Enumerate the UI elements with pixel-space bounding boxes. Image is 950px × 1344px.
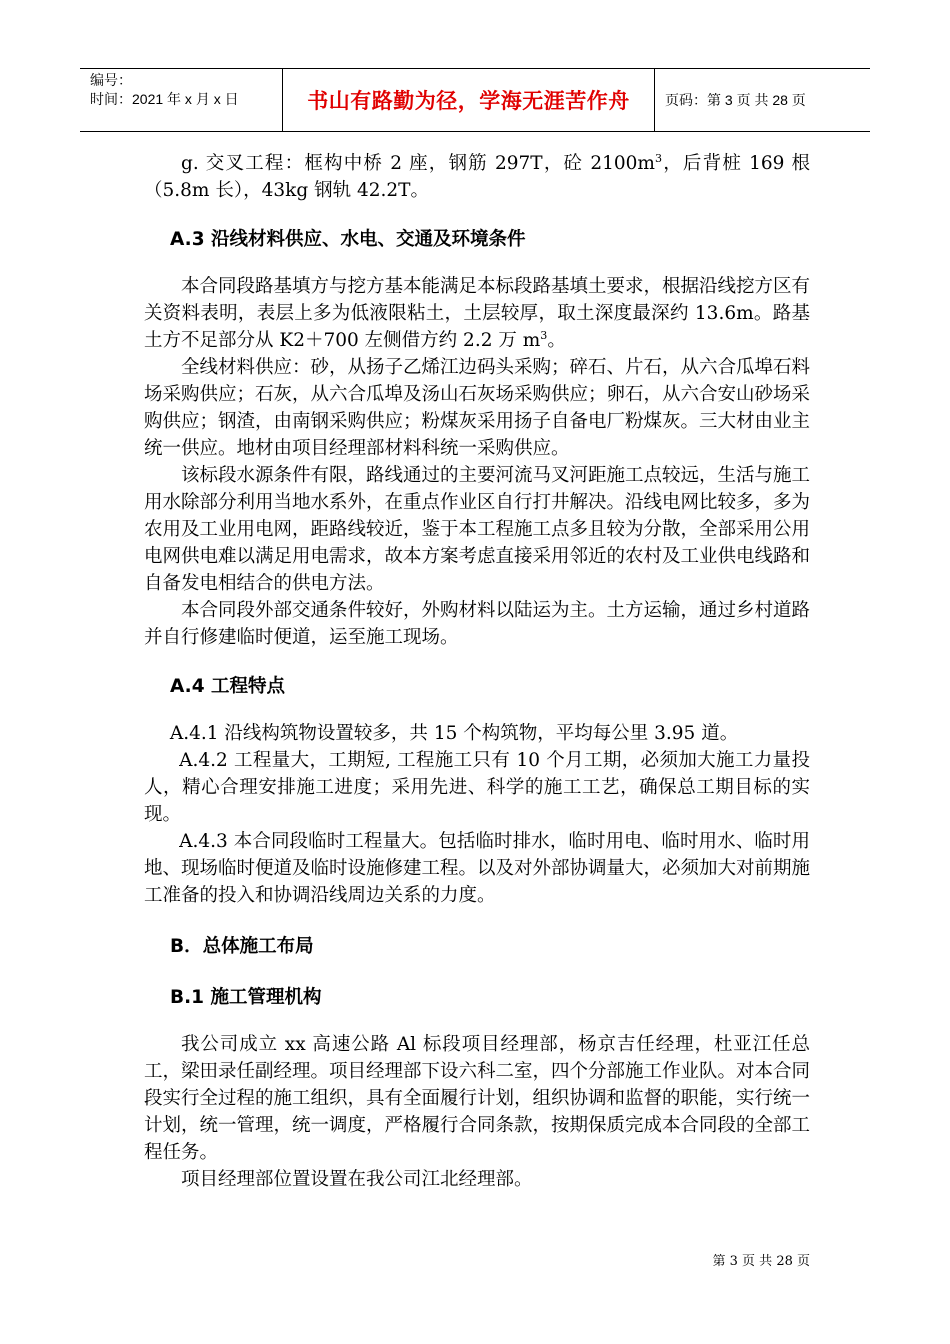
heading-a4: A.4 工程特点 xyxy=(170,676,286,697)
paragraph-a4-2: A.4.2 工程量大，工期短, 工程施工只有 10 个月工期，必须加大施工力量投人，精心合理安排施工进度；采用先进、科学的施工工艺，确保总工期目标的实现。 xyxy=(144,750,810,825)
header-page-info: 页码：第 3 页 共 28 页 xyxy=(665,92,806,108)
document-number-label: 编号： xyxy=(90,72,132,88)
document-body xyxy=(144,150,810,1193)
paragraph-a4-1: A.4.1 沿线构筑物设置较多，共 15 个构筑物，平均每公里 3.95 道。 xyxy=(169,723,739,744)
heading-b1: B.1 施工管理机构 xyxy=(170,987,322,1008)
paragraph-a3-transport: 本合同段外部交通条件较好，外购材料以陆运为主。土方运输，通过乡村道路并自行修建临时便道，运至施工现场。 xyxy=(144,600,811,648)
paragraph-a3-earthwork: 本合同段路基填方与挖方基本能满足本标段路基填土要求，根据沿线挖方区有关资料表明，表层上多为低液限粘土，土层较厚，取土深度最深约 13.6m。路基土方不足部分从 K2＋700 左侧借方约 2.2 万 $m^3$。 xyxy=(144,276,811,351)
header-motto: 书山有路勤为径，学海无涯苦作舟 xyxy=(283,69,655,131)
heading-b: B．总体施工布局 xyxy=(170,936,314,957)
header-meta xyxy=(80,69,283,131)
heading-a3: A.3 沿线材料供应、水电、交通及环境条件 xyxy=(170,229,526,250)
paragraph-a3-water-power: 该标段水源条件有限，路线通过的主要河流马叉河距施工点较远，生活与施工用水除部分利用当地水系外，在重点作业区自行打井解决。沿线电网比较多，多为农用及工业用电网，距路线较近，鉴于本工程施工点多且较为分散，全部采用公用电网供电难以满足用电需求，故本方案考虑直接采用邻近的农村及工业供电线路和自备发电相结合的供电方法。 xyxy=(144,465,811,594)
paragraph-crossing-works: g. 交叉工程：框构中桥 2 座，钢筋 297T，砼 $2100m^3$，后背桩 169 根（5.8m 长），43kg 钢轨 42.2T。 xyxy=(144,151,810,201)
paragraph-b1-location: 项目经理部位置设置在我公司江北经理部。 xyxy=(181,1169,533,1190)
page-header xyxy=(80,68,870,132)
paragraph-a4-3: A.4.3 本合同段临时工程量大。包括临时排水，临时用电、临时用水、临时用地、现场临时便道及临时设施修建工程。以及对外部协调量大，必须加大对前期施工准备的投入和协调沿线周边关系的力度。 xyxy=(144,831,811,906)
paragraph-a3-materials: 全线材料供应：砂，从扬子乙烯江边码头采购；碎石、片石，从六合瓜埠石料场采购供应；石灰，从六合瓜埠及汤山石灰场采购供应；卵石，从六合安山砂场采购供应；钢渣，由南钢采购供应；粉煤灰采用扬子自备电厂粉煤灰。三大材由业主统一供应。地材由项目经理部材料科统一采购供应。 xyxy=(144,357,811,459)
document-date: 时间：2021 年 x 月 x 日 xyxy=(90,91,239,107)
paragraph-b1-organization: 我公司成立 xx 高速公路 Al 标段项目经理部，杨京吉任经理，杜亚江任总工，梁田录任副经理。项目经理部下设六科二室，四个分部施工作业队。对本合同段实行全过程的施工组织，具有全面履行计划，组织协调和监督的职能，实行统一计划，统一管理，统一调度，严格履行合同条款，按期保质完成本合同段的全部工程任务。 xyxy=(144,1034,811,1163)
page-footer: 第 3 页 共 28 页 xyxy=(712,1254,810,1269)
